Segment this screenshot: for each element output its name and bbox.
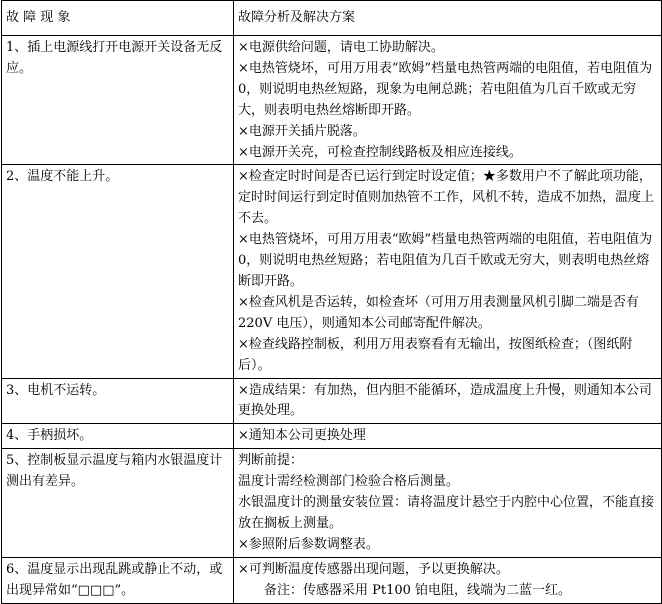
troubleshooting-table (1, 0, 662, 604)
table-row (2, 557, 662, 603)
table-row (2, 449, 662, 558)
symptom-cell: 5、控制板显示温度与箱内水银温度计测出有差异。 (2, 449, 234, 558)
header-solution: 故障分析及解决方案 (234, 1, 662, 36)
solution-line: ×可判断温度传感器出现问题，予以更换解决。 (238, 561, 509, 577)
table-row (2, 424, 662, 449)
solution-line: ×检查定时时间是否已运行到定时设定值；★多数用户不了解此项功能，定时时间运行到定时值则加热管不工作，风机不转，造成不加热，温度上不去。 (238, 169, 655, 227)
solution-line: ×电源供给问题，请电工协助解决。 (238, 40, 444, 55)
solution-line: 判断前提： (238, 453, 304, 469)
solution-line: 水银温度计的测量安装位置：请将温度计悬空于内腔中心位置，不能直接放在搁板上测量。 (238, 495, 655, 531)
table-row (2, 36, 662, 165)
symptom-cell: 3、电机不运转。 (2, 378, 234, 424)
solution-line: ×电源开关插片脱落。 (238, 123, 366, 139)
solution-cell (234, 36, 662, 165)
solution-line: ×检查线路控制板，利用万用表察看有无输出，按图纸检查；（图纸附后）。 (238, 336, 633, 373)
solution-line: ×电源开关亮，可检查控制线路板及相应连接线。 (238, 144, 522, 160)
table-row (2, 378, 662, 424)
table-row (2, 165, 662, 378)
solution-cell (234, 449, 662, 558)
solution-cell (234, 557, 662, 603)
solution-line: ×电热管烧坏，可用万用表“欧姆”档量电热管两端的电阻值，若电阻值为 0，则说明电热丝短路，现象为电闸总跳；若电阻值为几百千欧或无穷大，则表明电热丝熔断即开路。 (238, 60, 653, 118)
solution-line: ×通知本公司更换处理 (238, 428, 366, 444)
solution-line: ×参照附后参数调整表。 (238, 536, 379, 552)
solution-cell (234, 378, 662, 424)
symptom-cell: 1、插上电源线打开电源开关设备无反应。 (2, 36, 234, 165)
solution-line: 温度计需经检测部门检验合格后测量。 (238, 474, 460, 490)
solution-line: ×造成结果：有加热，但内胆不能循环，造成温度上升慢，则通知本公司更换处理。 (238, 382, 652, 419)
header-symptom: 故 障 现 象 (2, 1, 234, 36)
symptom-cell: 6、温度显示出现乱跳或静止不动，或出现异常如“□□□”。 (2, 557, 234, 603)
solution-cell (234, 165, 662, 378)
symptom-cell: 4、手柄损坏。 (2, 424, 234, 449)
solution-line: ×检查风机是否运转，如检查坏（可用万用表测量风机引脚二端是否有 220V 电压），则通知本公司邮寄配件解决。 (238, 294, 639, 331)
solution-cell (234, 424, 662, 449)
note-line: 备注：传感器采用 Pt100 铂电阻，线端为二蓝一红。 (264, 582, 572, 598)
header-row (2, 1, 662, 36)
solution-line: ×电热管烧坏，可用万用表“欧姆”档量电热管两端的电阻值，若电阻值为 0，则说明电热丝短路；若电阻值为几百千欧或无穷大，则表明电热丝熔断即开路。 (238, 232, 653, 289)
symptom-cell: 2、温度不能上升。 (2, 165, 234, 378)
